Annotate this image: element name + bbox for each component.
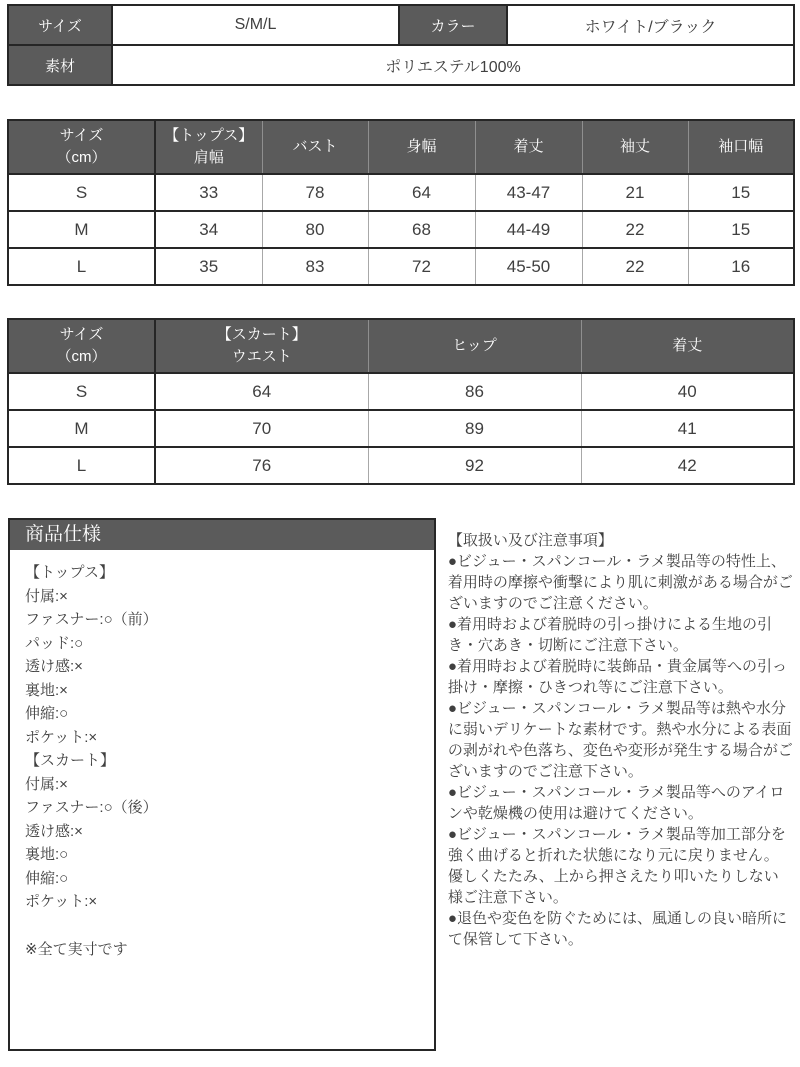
value-cell: 15 (688, 174, 794, 211)
care-item: ●着用時および着脱時に装飾品・貴金属等への引っ掛け・摩擦・ひきつれ等にご注意下さい。 (447, 658, 787, 696)
table-row (8, 45, 794, 85)
table-row (8, 174, 794, 211)
value-cell: 15 (688, 211, 794, 248)
value-cell: 45-50 (475, 248, 582, 285)
spec-line: 裏地:○ (25, 846, 69, 863)
header-shoulder-label: 肩幅 (193, 149, 224, 166)
care-notes-panel (448, 518, 793, 950)
value-cell: 16 (688, 248, 794, 285)
header-sleeve-cell: 袖丈 (582, 120, 688, 174)
spec-line: 付属:× (25, 775, 68, 793)
table-row (8, 373, 794, 410)
table-header-row (8, 120, 794, 174)
spec-line: 伸縮:○ (25, 705, 69, 722)
value-cell: 64 (155, 373, 368, 410)
size-label-cell: サイズ (8, 5, 112, 45)
spec-line: 伸縮:○ (25, 869, 69, 887)
table-row (8, 5, 794, 45)
care-item: ●ビジュー・スパンコール・ラメ製品等は熱や水分に弱いデリケートな素材です。熱や水分による表面の剥がれや色落ち、変色や変形が発生する場合がございますのでご注意下さい。 (447, 700, 793, 780)
care-heading: 【取扱い及び注意事項】 (447, 532, 613, 549)
value-cell: 80 (262, 211, 368, 248)
value-cell: 92 (368, 447, 581, 484)
spec-line: パッド:○ (25, 634, 84, 652)
size-cell: L (8, 248, 155, 285)
care-item: ●ビジュー・スパンコール・ラメ製品等の特性上、着用時の摩擦や衝撃により肌に刺激がある場合がございますのでご注意ください。 (447, 553, 793, 612)
value-cell: 83 (262, 248, 368, 285)
header-waist-cell (155, 319, 368, 373)
spec-panel-body (10, 550, 434, 972)
header-bust-cell: バスト (262, 120, 368, 174)
value-cell: 35 (155, 248, 262, 285)
header-size-cell (8, 120, 155, 174)
spec-line: 【スカート】 (25, 752, 116, 769)
skirt-size-table (7, 318, 795, 485)
size-cell: S (8, 174, 155, 211)
spec-line: ファスナー:○（後） (25, 799, 158, 816)
spec-line: 透け感:× (25, 822, 83, 840)
spec-line: 透け感:× (25, 658, 83, 675)
care-item: ●ビジュー・スパンコール・ラメ製品等加工部分を強く曲げると折れた状態になり元に戻りません。優しくたたみ、上から押さえたり叩いたりしない様ご注意下さい。 (447, 826, 786, 906)
spec-line: ファスナー:○（前） (25, 611, 158, 628)
value-cell: 64 (368, 174, 475, 211)
header-shoulder-cell (155, 120, 262, 174)
header-size-cell (8, 319, 155, 373)
spec-line: ポケット:× (25, 893, 98, 910)
header-size-line1: サイズ (59, 325, 104, 343)
size-value-cell: S/M/L (112, 5, 399, 45)
spec-line: 裏地:× (25, 681, 68, 699)
care-item: ●退色や変色を防ぐためには、風通しの良い暗所にて保管して下さい。 (447, 910, 787, 948)
color-label-cell: カラー (399, 5, 507, 45)
table-row (8, 211, 794, 248)
table-row (8, 447, 794, 484)
info-table (7, 4, 795, 86)
size-cell: L (8, 447, 155, 484)
header-length-cell: 着丈 (475, 120, 582, 174)
header-waist-label: ウエスト (231, 348, 292, 365)
value-cell: 42 (581, 447, 794, 484)
size-cell: M (8, 410, 155, 447)
spec-panel-title: 商品仕様 (10, 520, 434, 550)
product-spec-panel (8, 518, 436, 1051)
size-cell: M (8, 211, 155, 248)
size-cell: S (8, 373, 155, 410)
header-width-cell: 身幅 (368, 120, 475, 174)
value-cell: 76 (155, 447, 368, 484)
header-tops-label: 【トップス】 (164, 126, 254, 144)
value-cell: 70 (155, 410, 368, 447)
care-item: ●着用時および着脱時の引っ掛けによる生地の引き・穴あき・切断にご注意下さい。 (447, 616, 772, 654)
table-header-row (8, 319, 794, 373)
header-hip-cell: ヒップ (368, 319, 581, 373)
header-size-line1: サイズ (59, 126, 104, 144)
header-size-line2: （cm） (56, 348, 107, 365)
header-size-line2: （cm） (56, 149, 107, 166)
value-cell: 22 (582, 248, 688, 285)
spec-line: 【トップス】 (25, 564, 114, 581)
tops-size-table (7, 119, 795, 286)
table-row (8, 248, 794, 285)
header-cuff-cell: 袖口幅 (688, 120, 794, 174)
value-cell: 22 (582, 211, 688, 248)
value-cell: 44-49 (475, 211, 582, 248)
value-cell: 72 (368, 248, 475, 285)
spec-line: 付属:× (25, 587, 68, 605)
value-cell: 34 (155, 211, 262, 248)
spec-line: ポケット:× (25, 728, 98, 746)
value-cell: 41 (581, 410, 794, 447)
bottom-section (8, 518, 793, 1051)
color-value-cell: ホワイト/ブラック (507, 5, 794, 45)
value-cell: 40 (581, 373, 794, 410)
care-item: ●ビジュー・スパンコール・ラメ製品等へのアイロンや乾燥機の使用は避けてください。 (447, 784, 785, 822)
value-cell: 33 (155, 174, 262, 211)
value-cell: 68 (368, 211, 475, 248)
value-cell: 86 (368, 373, 581, 410)
value-cell: 78 (262, 174, 368, 211)
header-length-cell: 着丈 (581, 319, 794, 373)
material-value-cell: ポリエステル100% (112, 45, 794, 85)
value-cell: 21 (582, 174, 688, 211)
material-label-cell: 素材 (8, 45, 112, 85)
value-cell: 89 (368, 410, 581, 447)
value-cell: 43-47 (475, 174, 582, 211)
header-skirt-label: 【スカート】 (216, 325, 307, 343)
table-row (8, 410, 794, 447)
spec-note: ※全て実寸です (25, 940, 128, 958)
